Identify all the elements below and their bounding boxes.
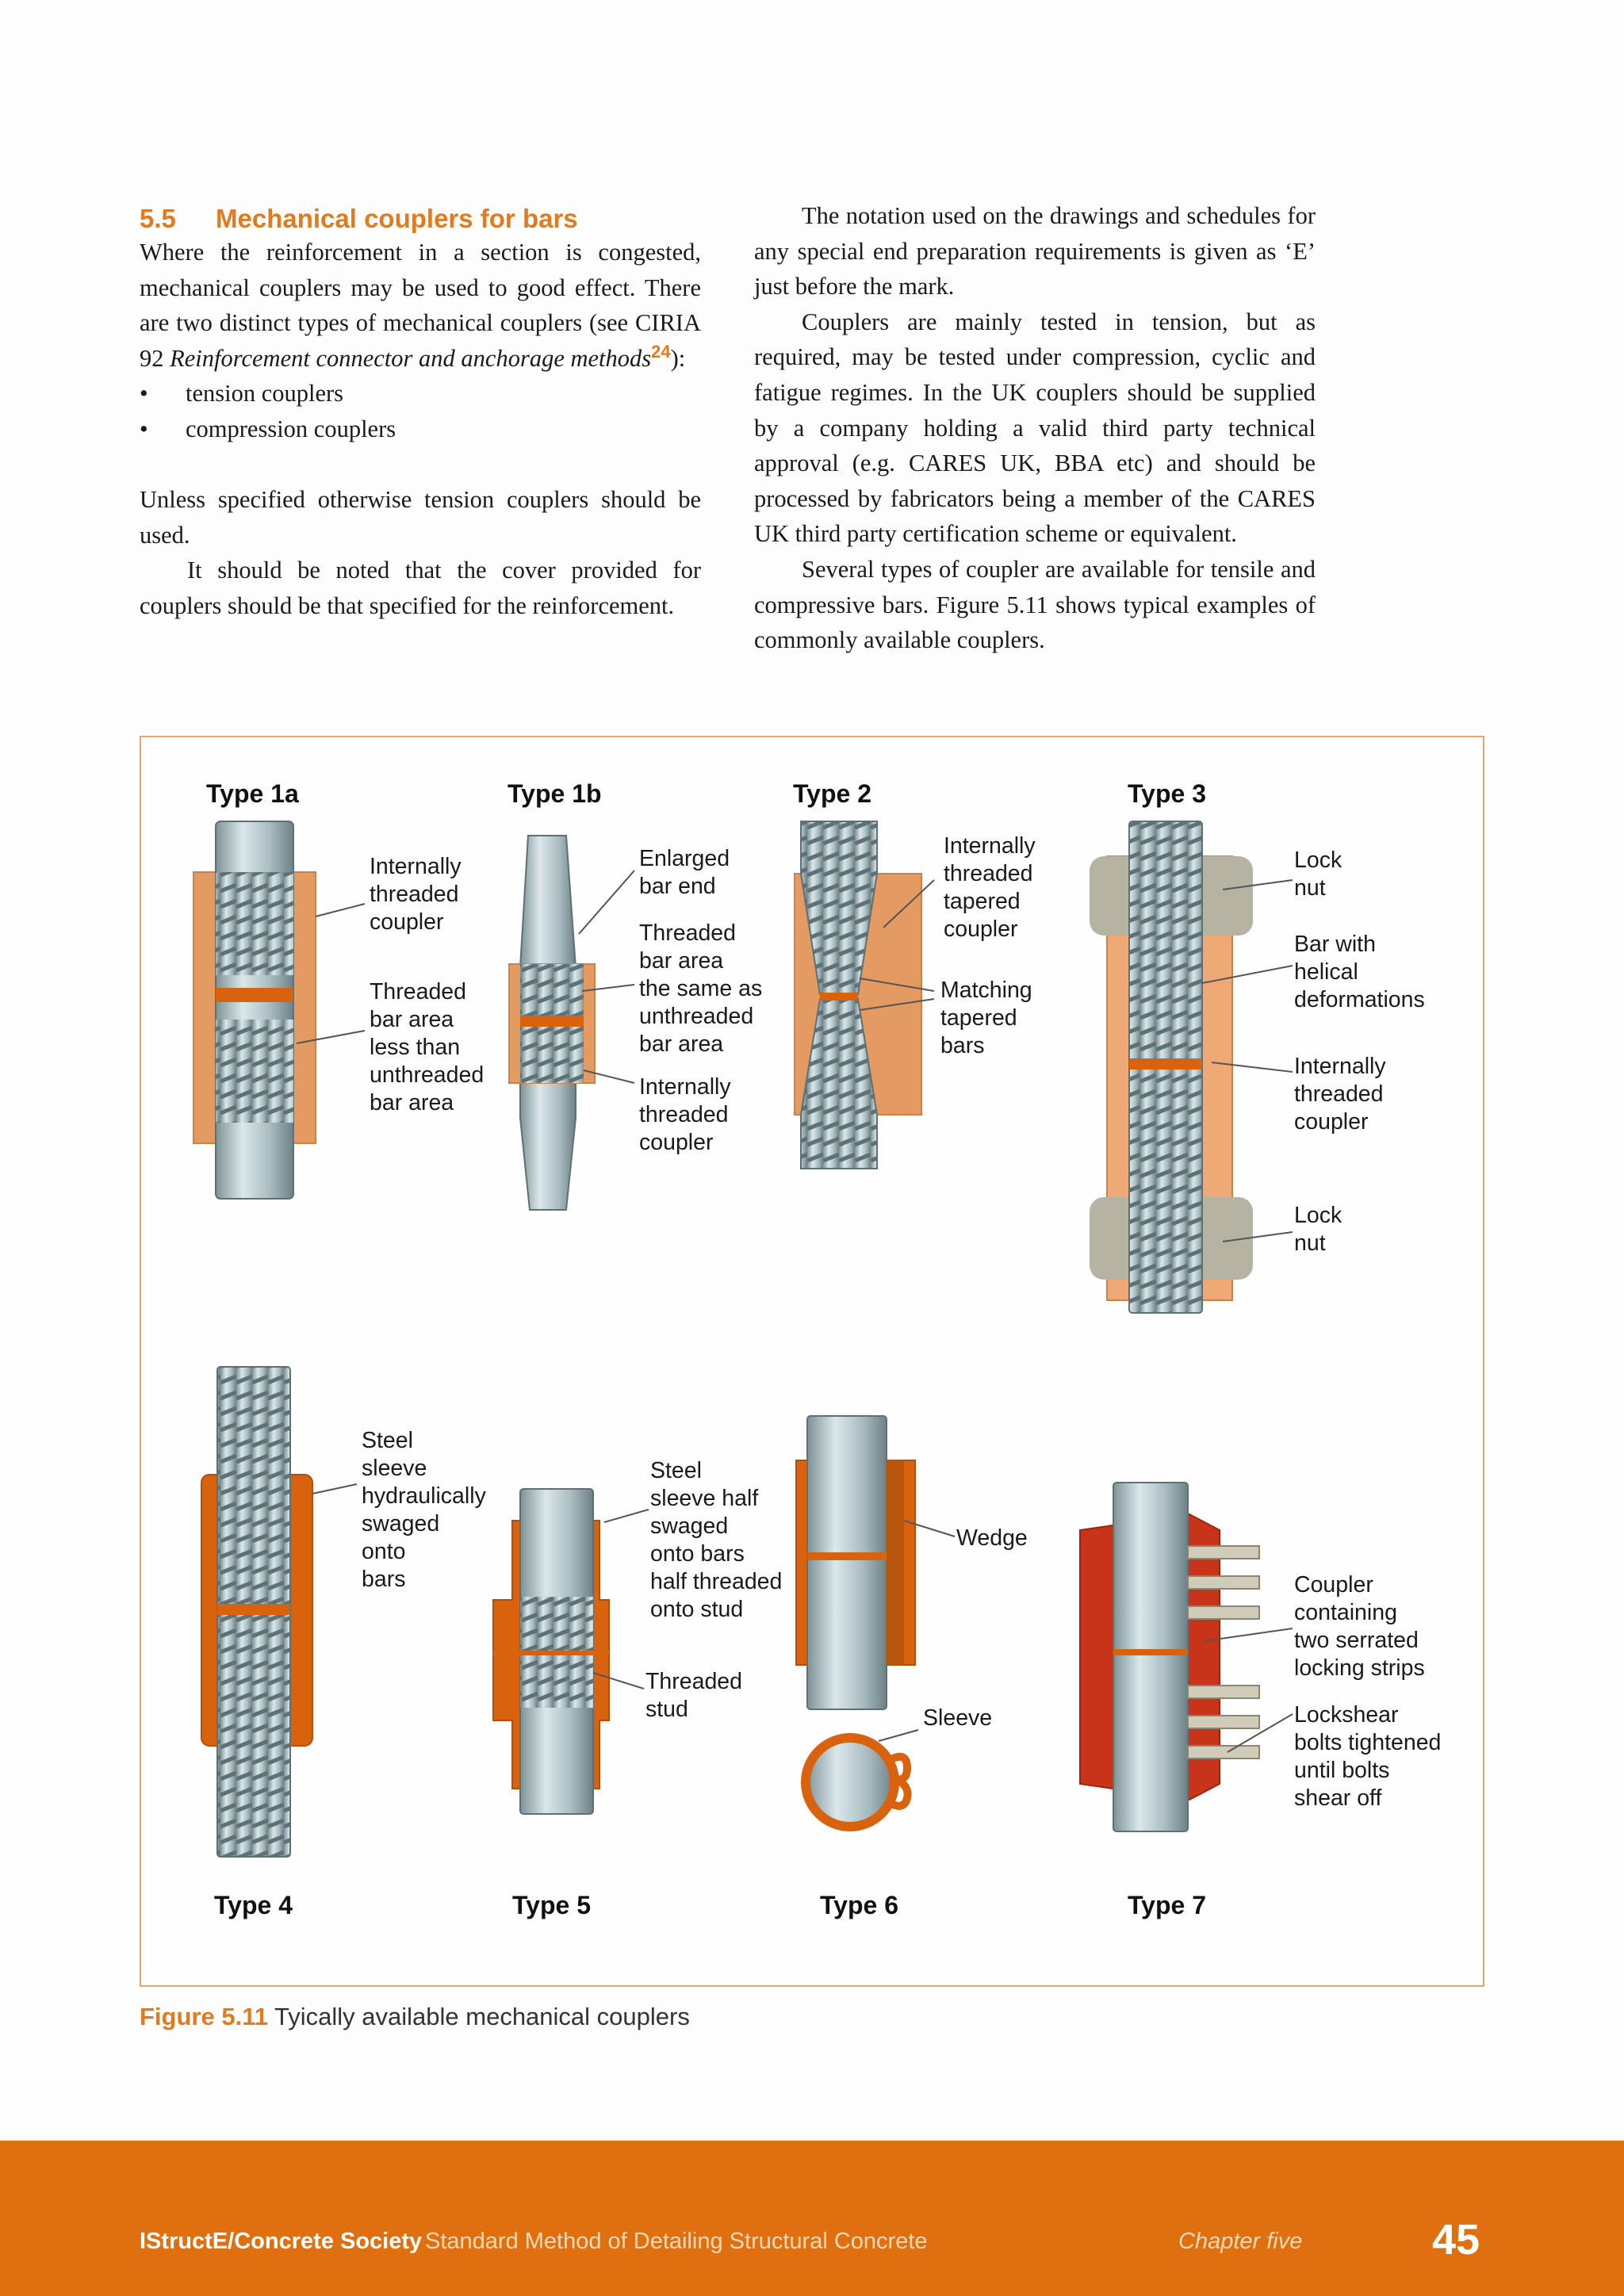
- figure-frame: [140, 736, 1484, 1987]
- type-5-stud-label: [645, 1669, 742, 1722]
- type-1b-drawing: [509, 836, 595, 1210]
- section-number: 5.5: [140, 204, 176, 233]
- svg-text:the same as: the same as: [639, 976, 763, 1001]
- type-5-drawing: [493, 1489, 609, 1814]
- svg-text:Bar with: Bar with: [1294, 932, 1376, 957]
- figure-caption-text: Tyically available mechanical couplers: [274, 2003, 690, 2030]
- right-column: [754, 198, 1316, 658]
- svg-text:bar area: bar area: [370, 1090, 454, 1115]
- type-3-locknut-bottom-label: [1294, 1203, 1342, 1256]
- svg-text:until bolts: until bolts: [1294, 1758, 1390, 1783]
- left-paragraph-1-end: ):: [670, 344, 686, 372]
- svg-text:swaged: swaged: [650, 1513, 729, 1539]
- svg-text:bar area: bar area: [639, 948, 724, 974]
- page-number: 45: [1432, 2216, 1480, 2263]
- svg-text:bar area: bar area: [370, 1007, 454, 1032]
- type-4-drawing: [201, 1367, 312, 1857]
- svg-text:stud: stud: [645, 1697, 688, 1722]
- svg-text:Lockshear: Lockshear: [1294, 1702, 1399, 1728]
- svg-text:sleeve half: sleeve half: [650, 1486, 759, 1511]
- type-1b-end-label: [639, 846, 730, 899]
- type-4-label: Type 4: [214, 1891, 293, 1919]
- figure-number: Figure 5.11: [140, 2003, 268, 2030]
- left-column: [140, 198, 701, 624]
- svg-text:onto: onto: [362, 1539, 406, 1564]
- svg-text:Internally: Internally: [944, 833, 1036, 859]
- section-title: Mechanical couplers for bars: [216, 204, 578, 233]
- type-3-bar-label: [1294, 932, 1425, 1012]
- svg-text:Enlarged: Enlarged: [639, 846, 730, 871]
- svg-text:coupler: coupler: [639, 1130, 714, 1155]
- list-item: • compression couplers: [140, 411, 701, 447]
- svg-text:Internally: Internally: [639, 1074, 731, 1100]
- svg-text:tapered: tapered: [944, 889, 1021, 914]
- svg-text:bar area: bar area: [639, 1031, 724, 1057]
- svg-text:unthreaded: unthreaded: [370, 1062, 485, 1088]
- svg-text:nut: nut: [1294, 1230, 1326, 1256]
- svg-text:Threaded: Threaded: [639, 920, 737, 946]
- type-1a-drawing: [193, 821, 316, 1199]
- svg-text:deformations: deformations: [1294, 987, 1425, 1012]
- footer-book-title: Standard Method of Detailing Structural Concrete: [425, 2229, 928, 2254]
- type-3-coupler-label: [1294, 1054, 1386, 1135]
- right-paragraph-3: Several types of coupler are available for tensile and compressive bars. Figure 5.11 shows typical examples of commonly available couplers.: [754, 555, 1316, 654]
- svg-text:shear off: shear off: [1294, 1785, 1382, 1811]
- list-item: • tension couplers: [140, 376, 701, 411]
- reference-marker[interactable]: 24: [651, 341, 671, 362]
- type-5-sleeve-label: [650, 1458, 782, 1622]
- type-1a-coupler-label: [370, 854, 462, 935]
- type-3-drawing: [1090, 821, 1253, 1313]
- svg-text:coupler: coupler: [370, 909, 444, 935]
- svg-text:Threaded: Threaded: [645, 1669, 743, 1694]
- type-7-label: Type 7: [1128, 1891, 1206, 1919]
- right-paragraph-1: The notation used on the drawings and schedules for any special end preparation requirements is given as ‘E’ just before the mark.: [754, 202, 1316, 300]
- type-2-label: Type 2: [793, 779, 871, 808]
- type-1b-coupler-label: [639, 1074, 731, 1155]
- svg-text:hydraulically: hydraulically: [362, 1483, 486, 1509]
- left-paragraph-1: [140, 235, 701, 376]
- svg-text:less than: less than: [370, 1035, 461, 1060]
- svg-text:Internally: Internally: [370, 854, 462, 879]
- type-6-label: Type 6: [820, 1891, 898, 1919]
- svg-text:onto stud: onto stud: [650, 1597, 744, 1622]
- citation-title: Reinforcement connector and anchorage methods: [170, 344, 652, 372]
- type-7-drawing: [1080, 1483, 1259, 1831]
- type-2-drawing: [795, 821, 921, 1169]
- left-paragraph-2: Unless specified otherwise tension couplers should be used.: [140, 486, 701, 549]
- svg-text:helical: helical: [1294, 959, 1358, 985]
- type-6-sleeve-label: Sleeve: [923, 1705, 993, 1731]
- type-1a-label: Type 1a: [206, 779, 299, 808]
- left-paragraph-1-text: Where the reinforcement in a section is congested, mechanical couplers may be used to good effect. There are two distinct types of mechanical couplers (see CIRIA 92: [140, 239, 701, 372]
- couplers-illustration: [141, 737, 1486, 1988]
- type-3-label: Type 3: [1128, 779, 1206, 808]
- svg-text:swaged: swaged: [362, 1511, 440, 1536]
- type-4-sleeve-label: [362, 1428, 487, 1592]
- type-7-coupler-label: [1294, 1572, 1425, 1681]
- svg-text:half threaded: half threaded: [650, 1569, 783, 1594]
- svg-text:bars: bars: [940, 1033, 985, 1058]
- svg-text:Steel: Steel: [650, 1458, 702, 1483]
- svg-text:threaded: threaded: [370, 882, 459, 907]
- type-6-wedge-label: Wedge: [956, 1525, 1028, 1551]
- left-paragraph-3: It should be noted that the cover provided for couplers should be that specified for the reinforcement.: [140, 557, 701, 619]
- svg-text:bolts tightened: bolts tightened: [1294, 1730, 1442, 1755]
- svg-text:bar end: bar end: [639, 874, 716, 899]
- svg-text:threaded: threaded: [1294, 1081, 1384, 1107]
- type-2-bars-label: [940, 978, 1032, 1058]
- svg-text:Matching: Matching: [940, 978, 1032, 1003]
- svg-text:nut: nut: [1294, 875, 1326, 901]
- section-heading: [140, 198, 701, 239]
- svg-text:Lock: Lock: [1294, 1203, 1342, 1228]
- svg-text:coupler: coupler: [944, 916, 1018, 942]
- type-1a-area-label: [370, 979, 484, 1115]
- svg-text:Internally: Internally: [1294, 1054, 1386, 1079]
- svg-text:Threaded: Threaded: [370, 979, 467, 1004]
- coupler-type-list: [140, 376, 701, 446]
- type-5-label: Type 5: [512, 1891, 591, 1919]
- svg-text:Coupler: Coupler: [1294, 1572, 1373, 1598]
- right-paragraph-2: Couplers are mainly tested in tension, but as required, may be tested under compression, cyclic and fatigue regimes. In the UK couplers should be supplied by a company holding a valid third party technical approval (e.g. CARES UK, BBA etc) and should be processed by fabricators being a member of the CARES UK third party certification scheme or equivalent.: [754, 308, 1316, 548]
- type-7-bolts-label: [1294, 1702, 1441, 1811]
- svg-text:two serrated: two serrated: [1294, 1628, 1419, 1653]
- type-2-coupler-label: [944, 833, 1036, 942]
- type-3-locknut-top-label: [1294, 848, 1342, 901]
- type-1b-area-label: [639, 920, 762, 1057]
- svg-text:threaded: threaded: [639, 1102, 729, 1127]
- svg-text:tapered: tapered: [940, 1005, 1017, 1031]
- svg-text:Steel: Steel: [362, 1428, 413, 1453]
- svg-text:bars: bars: [362, 1567, 406, 1592]
- svg-text:Lock: Lock: [1294, 848, 1342, 873]
- footer-chapter: Chapter five: [1178, 2229, 1303, 2254]
- svg-text:containing: containing: [1294, 1600, 1397, 1625]
- page-footer: [0, 2141, 1624, 2296]
- svg-text:coupler: coupler: [1294, 1109, 1369, 1135]
- footer-brand: IStructE/Concrete Society: [140, 2229, 423, 2254]
- svg-text:threaded: threaded: [944, 861, 1033, 886]
- type-6-drawing: [796, 1416, 915, 1827]
- svg-text:onto bars: onto bars: [650, 1541, 745, 1567]
- svg-text:sleeve: sleeve: [362, 1456, 427, 1481]
- svg-text:locking strips: locking strips: [1294, 1655, 1425, 1681]
- figure-caption: [140, 2003, 690, 2031]
- type-1b-label: Type 1b: [508, 779, 602, 808]
- svg-text:unthreaded: unthreaded: [639, 1004, 754, 1029]
